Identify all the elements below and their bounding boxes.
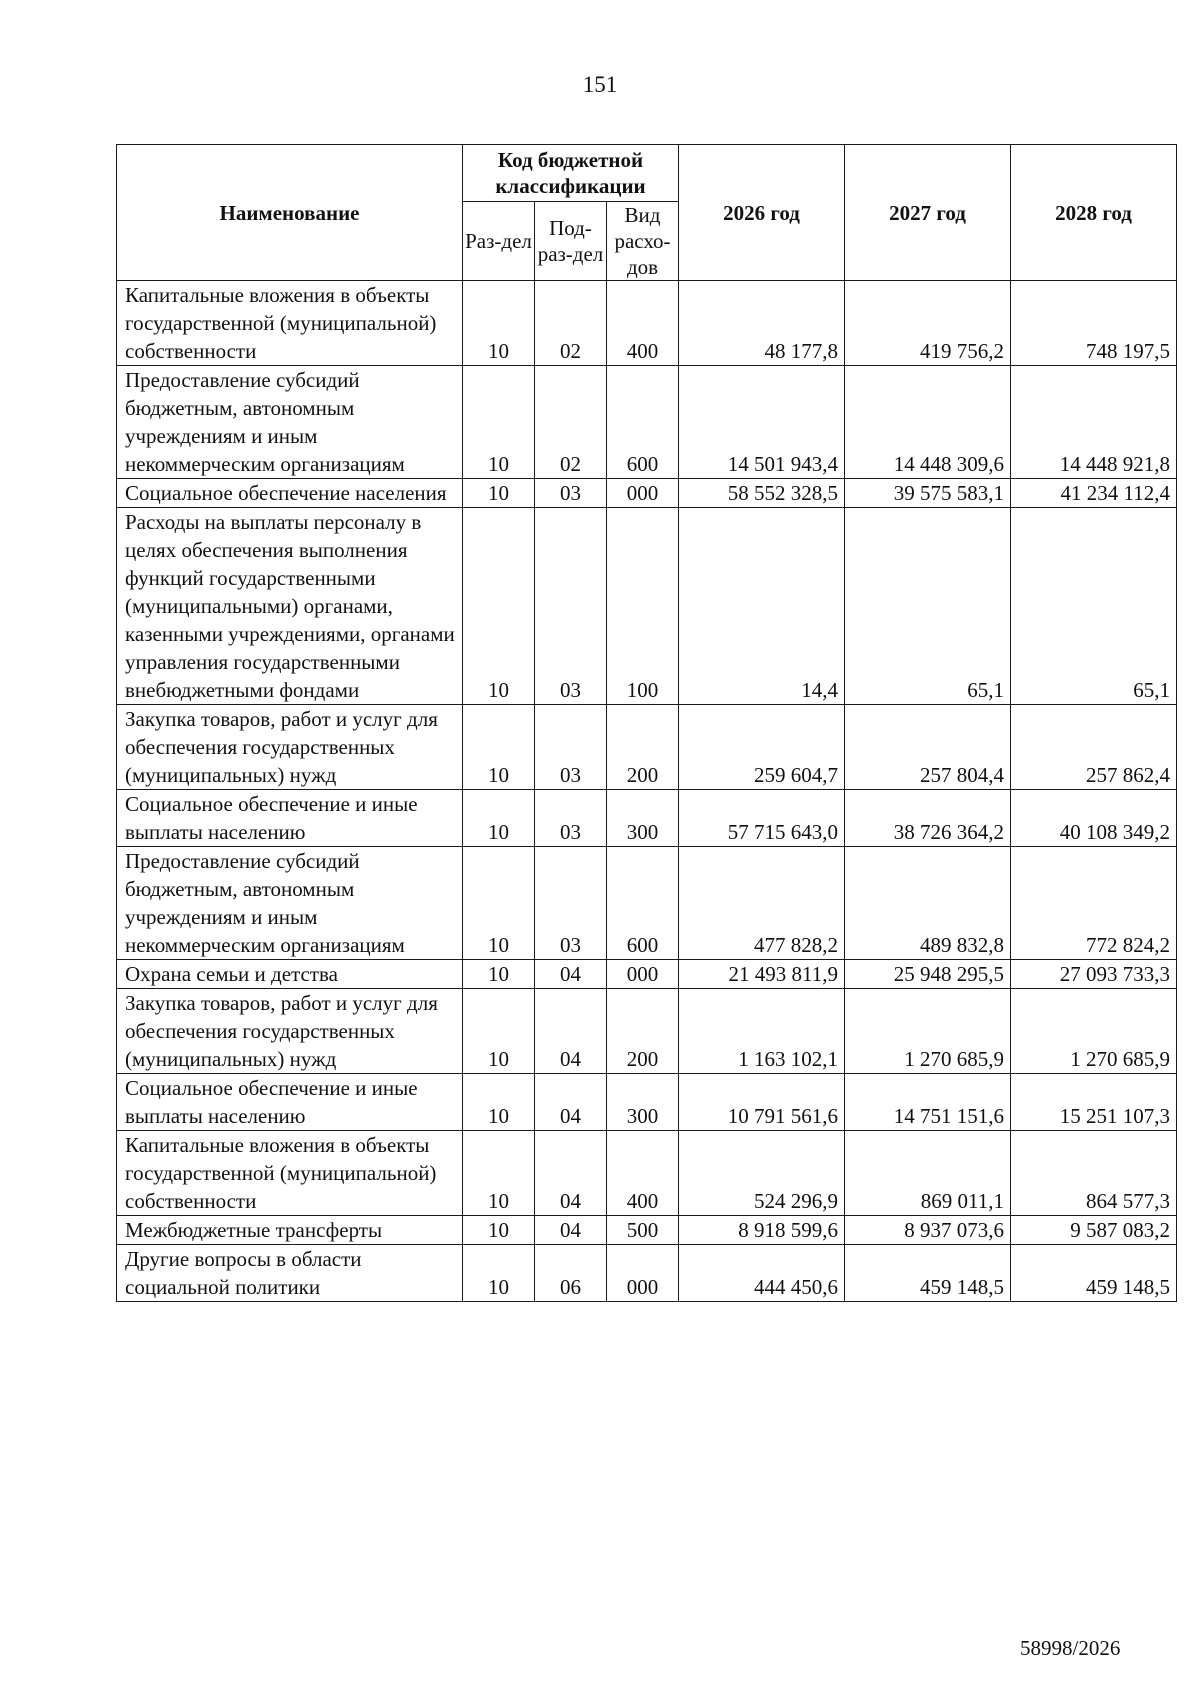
row-expense-type: 600 xyxy=(607,847,679,960)
row-section: 10 xyxy=(463,1245,535,1302)
row-amount-2027: 419 756,2 xyxy=(845,281,1011,366)
row-section: 10 xyxy=(463,705,535,790)
row-name: Социальное обеспечение и иные выплаты населению xyxy=(117,1074,463,1131)
row-amount-2027: 38 726 364,2 xyxy=(845,790,1011,847)
row-name: Социальное обеспечение и иные выплаты населению xyxy=(117,790,463,847)
row-amount-2027: 869 011,1 xyxy=(845,1131,1011,1216)
row-amount-2026: 8 918 599,6 xyxy=(679,1216,845,1245)
table-row xyxy=(117,847,1177,960)
row-subsection: 04 xyxy=(535,1074,607,1131)
row-amount-2027: 459 148,5 xyxy=(845,1245,1011,1302)
row-amount-2026: 14,4 xyxy=(679,508,845,705)
row-amount-2027: 257 804,4 xyxy=(845,705,1011,790)
row-amount-2028: 9 587 083,2 xyxy=(1011,1216,1177,1245)
row-subsection: 06 xyxy=(535,1245,607,1302)
row-amount-2027: 65,1 xyxy=(845,508,1011,705)
row-subsection: 03 xyxy=(535,847,607,960)
page-number: 151 xyxy=(582,72,618,97)
header-code-group: Код бюджетной классификации xyxy=(463,145,679,202)
row-amount-2028: 1 270 685,9 xyxy=(1011,989,1177,1074)
row-name: Другие вопросы в области социальной политики xyxy=(117,1245,463,1302)
row-amount-2028: 14 448 921,8 xyxy=(1011,366,1177,479)
header-year-2028: 2028 год xyxy=(1011,145,1177,281)
row-name: Охрана семьи и детства xyxy=(117,960,463,989)
row-section: 10 xyxy=(463,281,535,366)
row-amount-2026: 21 493 811,9 xyxy=(679,960,845,989)
header-row-top xyxy=(117,145,1177,202)
row-name: Капитальные вложения в объекты государственной (муниципальной) собственности xyxy=(117,281,463,366)
row-amount-2026: 57 715 643,0 xyxy=(679,790,845,847)
row-name: Капитальные вложения в объекты государственной (муниципальной) собственности xyxy=(117,1131,463,1216)
row-expense-type: 400 xyxy=(607,281,679,366)
row-name: Закупка товаров, работ и услуг для обеспечения государственных (муниципальных) нужд xyxy=(117,989,463,1074)
table-row xyxy=(117,1216,1177,1245)
row-section: 10 xyxy=(463,960,535,989)
table-row xyxy=(117,960,1177,989)
row-amount-2026: 58 552 328,5 xyxy=(679,479,845,508)
row-subsection: 02 xyxy=(535,366,607,479)
table-row xyxy=(117,1245,1177,1302)
row-amount-2028: 864 577,3 xyxy=(1011,1131,1177,1216)
row-expense-type: 000 xyxy=(607,960,679,989)
row-amount-2028: 772 824,2 xyxy=(1011,847,1177,960)
row-name: Социальное обеспечение населения xyxy=(117,479,463,508)
table-row xyxy=(117,479,1177,508)
row-subsection: 04 xyxy=(535,1131,607,1216)
row-amount-2028: 41 234 112,4 xyxy=(1011,479,1177,508)
row-amount-2026: 48 177,8 xyxy=(679,281,845,366)
row-name: Предоставление субсидий бюджетным, автономным учреждениям и иным некоммерческим организациям xyxy=(117,366,463,479)
row-name: Межбюджетные трансферты xyxy=(117,1216,463,1245)
row-amount-2028: 27 093 733,3 xyxy=(1011,960,1177,989)
row-amount-2027: 14 751 151,6 xyxy=(845,1074,1011,1131)
row-section: 10 xyxy=(463,366,535,479)
row-expense-type: 200 xyxy=(607,989,679,1074)
row-expense-type: 300 xyxy=(607,1074,679,1131)
row-section: 10 xyxy=(463,790,535,847)
row-amount-2026: 444 450,6 xyxy=(679,1245,845,1302)
row-amount-2027: 1 270 685,9 xyxy=(845,989,1011,1074)
row-amount-2028: 459 148,5 xyxy=(1011,1245,1177,1302)
row-expense-type: 000 xyxy=(607,1245,679,1302)
row-amount-2026: 477 828,2 xyxy=(679,847,845,960)
table-row xyxy=(117,705,1177,790)
table-row xyxy=(117,989,1177,1074)
row-name: Расходы на выплаты персоналу в целях обеспечения выполнения функций государственными (муниципальными) органами, казенными учреждениями, органами управления государственными внебюджетными фондами xyxy=(117,508,463,705)
row-amount-2028: 257 862,4 xyxy=(1011,705,1177,790)
row-section: 10 xyxy=(463,479,535,508)
row-subsection: 03 xyxy=(535,705,607,790)
row-amount-2028: 65,1 xyxy=(1011,508,1177,705)
document-number: 58998/2026 xyxy=(1020,1636,1121,1660)
table-body xyxy=(117,281,1177,1302)
header-year-2027: 2027 год xyxy=(845,145,1011,281)
row-subsection: 03 xyxy=(535,790,607,847)
row-amount-2027: 489 832,8 xyxy=(845,847,1011,960)
row-expense-type: 200 xyxy=(607,705,679,790)
row-amount-2028: 15 251 107,3 xyxy=(1011,1074,1177,1131)
row-expense-type: 000 xyxy=(607,479,679,508)
row-amount-2027: 25 948 295,5 xyxy=(845,960,1011,989)
row-name: Предоставление субсидий бюджетным, автономным учреждениям и иным некоммерческим организациям xyxy=(117,847,463,960)
row-amount-2028: 40 108 349,2 xyxy=(1011,790,1177,847)
row-expense-type: 400 xyxy=(607,1131,679,1216)
row-amount-2026: 524 296,9 xyxy=(679,1131,845,1216)
header-year-2026: 2026 год xyxy=(679,145,845,281)
row-expense-type: 300 xyxy=(607,790,679,847)
row-section: 10 xyxy=(463,1131,535,1216)
row-subsection: 04 xyxy=(535,960,607,989)
row-subsection: 04 xyxy=(535,1216,607,1245)
row-section: 10 xyxy=(463,989,535,1074)
table-row xyxy=(117,366,1177,479)
row-amount-2027: 8 937 073,6 xyxy=(845,1216,1011,1245)
row-amount-2026: 259 604,7 xyxy=(679,705,845,790)
table-row xyxy=(117,1074,1177,1131)
row-amount-2026: 1 163 102,1 xyxy=(679,989,845,1074)
budget-table xyxy=(116,144,1177,1302)
table-row xyxy=(117,790,1177,847)
header-expense-type: Вид расхо-дов xyxy=(607,202,679,281)
row-amount-2027: 39 575 583,1 xyxy=(845,479,1011,508)
row-section: 10 xyxy=(463,847,535,960)
row-expense-type: 100 xyxy=(607,508,679,705)
row-section: 10 xyxy=(463,1074,535,1131)
row-subsection: 02 xyxy=(535,281,607,366)
table-row xyxy=(117,1131,1177,1216)
row-amount-2027: 14 448 309,6 xyxy=(845,366,1011,479)
row-amount-2028: 748 197,5 xyxy=(1011,281,1177,366)
row-expense-type: 600 xyxy=(607,366,679,479)
row-section: 10 xyxy=(463,508,535,705)
row-amount-2026: 10 791 561,6 xyxy=(679,1074,845,1131)
row-subsection: 04 xyxy=(535,989,607,1074)
row-expense-type: 500 xyxy=(607,1216,679,1245)
table-row xyxy=(117,281,1177,366)
row-subsection: 03 xyxy=(535,479,607,508)
row-amount-2026: 14 501 943,4 xyxy=(679,366,845,479)
row-section: 10 xyxy=(463,1216,535,1245)
table-row xyxy=(117,508,1177,705)
header-subsection: Под-раз-дел xyxy=(535,202,607,281)
row-subsection: 03 xyxy=(535,508,607,705)
row-name: Закупка товаров, работ и услуг для обеспечения государственных (муниципальных) нужд xyxy=(117,705,463,790)
header-name: Наименование xyxy=(117,145,463,281)
header-section: Раз-дел xyxy=(463,202,535,281)
